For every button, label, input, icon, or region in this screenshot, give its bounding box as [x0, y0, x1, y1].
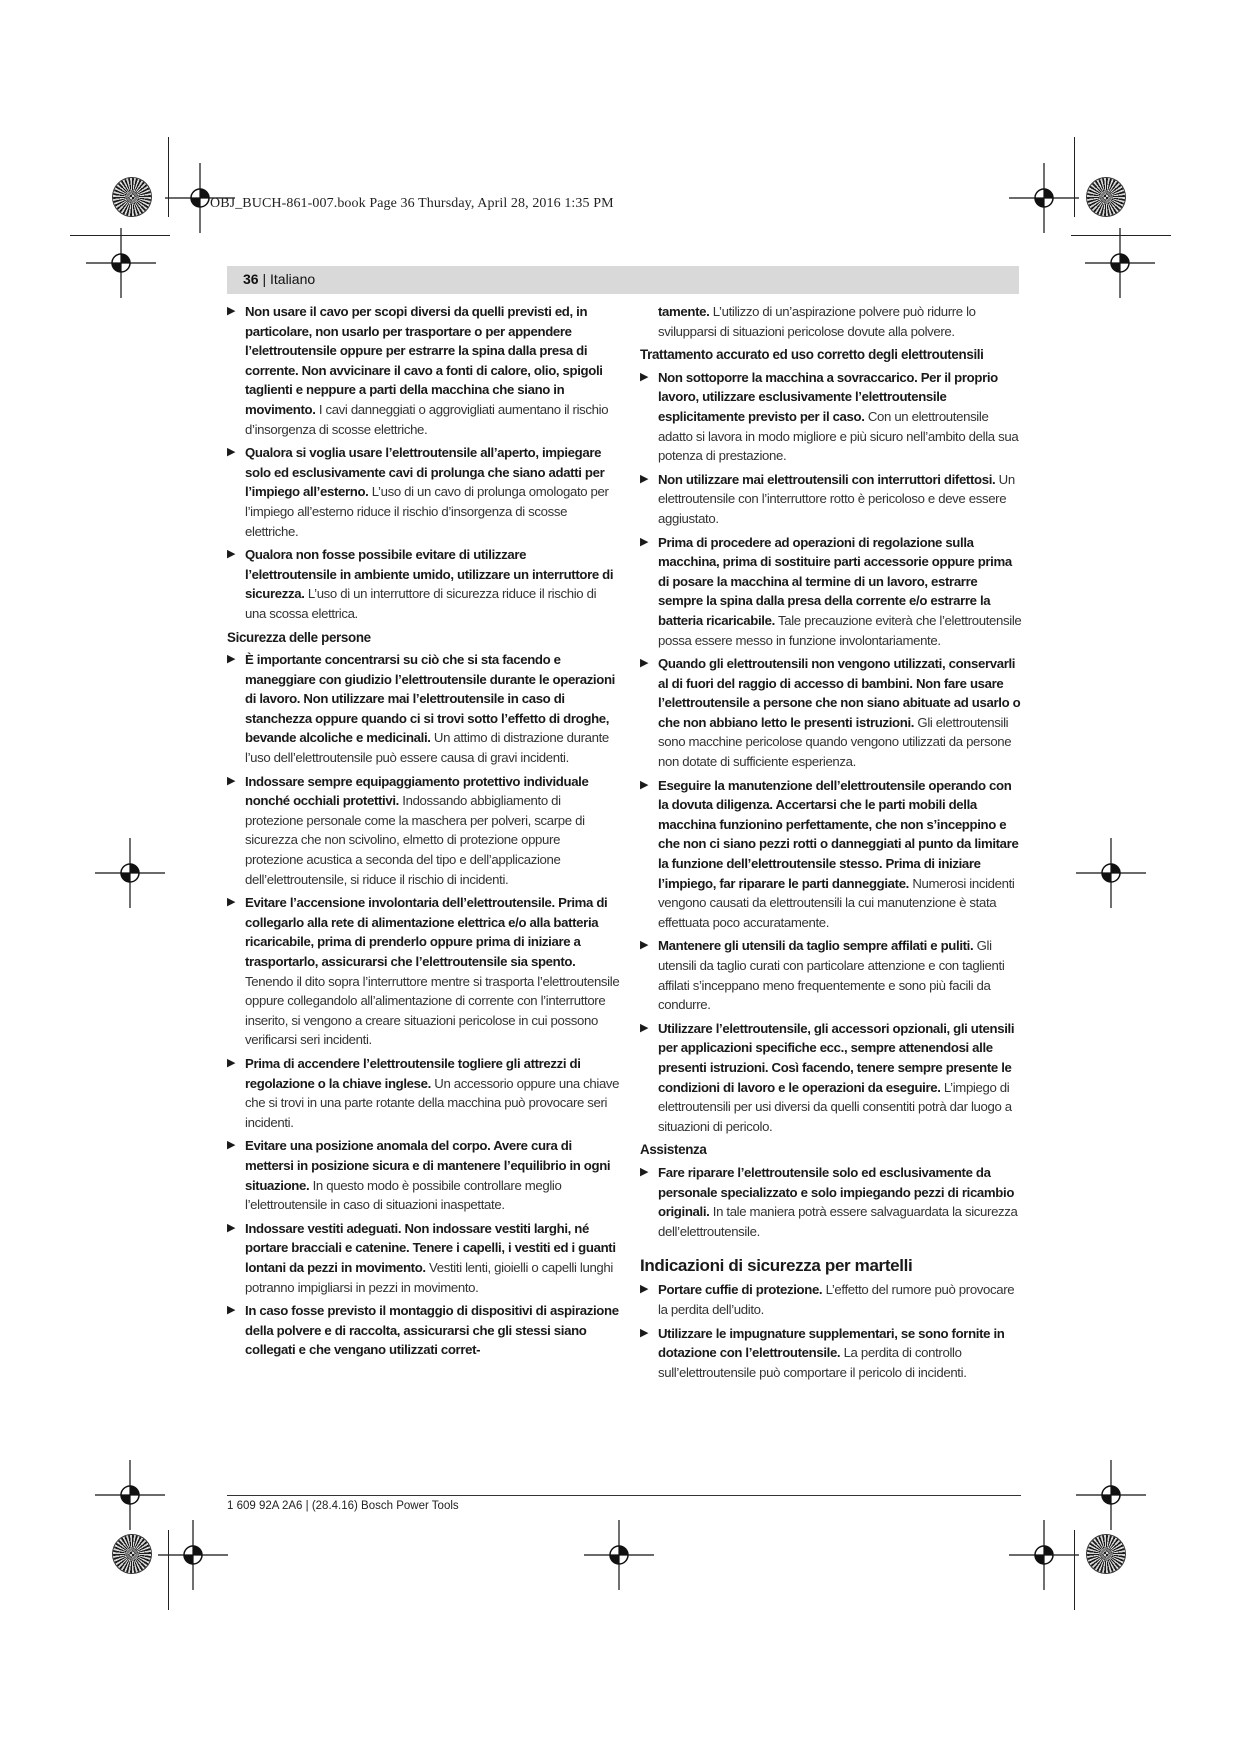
bullet-arrow-icon: ▶: [227, 1056, 236, 1069]
list-item-bold: Non utilizzare mai elettroutensili con interruttori difettosi.: [658, 471, 996, 487]
crop-line: [1074, 137, 1075, 217]
continued-paragraph: [640, 302, 1025, 341]
list-item-bold: Indossare sempre equipaggiamento protettivo individuale nonché occhiali protettivi.: [245, 773, 589, 809]
bullet-arrow-icon: ▶: [227, 774, 236, 787]
list-item-bold: Prima di procedere ad operazioni di regolazione sulla macchina, prima di sostituire parti accessorie oppure prima di posare la macchina al termine di un lavoro, estrarre sempre la spina dalla presa della corrente e/o estrarre la batteria ricaricabile.: [658, 534, 1012, 628]
list-item-text: Un accessorio oppure una chiave che si trovi in una parte rotante della macchina può provocare seri incidenti.: [245, 1075, 620, 1130]
crop-line: [70, 235, 170, 236]
list-item: [640, 776, 1025, 933]
list-item-text: Un elettroutensile con l’interruttore rotto è pericoloso e deve essere aggiustato.: [658, 471, 1015, 526]
registration-target-left-middle-icon: [95, 838, 165, 908]
book-info-line: OBJ_BUCH-861-007.book Page 36 Thursday, April 28, 2016 1:35 PM: [210, 196, 614, 211]
list-item-text: L’impiego di elettroutensili per usi diversi da quelli consentiti potrà dar luogo a situazioni di pericolo.: [658, 1079, 1012, 1134]
bullet-arrow-icon: ▶: [227, 896, 236, 909]
header-text: [243, 271, 315, 287]
list-item-text: Numerosi incidenti vengono causati da elettroutensili la cui manutenzione è stata effettuata poco accuratamente.: [658, 875, 1015, 930]
section-title: Indicazioni di sicurezza per martelli: [640, 1256, 913, 1276]
registration-target-right-lower-icon: [1076, 1460, 1146, 1530]
list-item-bold: Quando gli elettroutensili non vengono utilizzati, conservarli al di fuori del raggio di accesso di bambini. Non fare usare l’elettroutensile a persone che non siano abituate ad usarlo o che non abbiano letto le presenti istruzioni.: [658, 656, 1021, 730]
list-item-text: L’uso di un interruttore di sicurezza riduce il rischio di una scossa elettrica.: [245, 586, 597, 621]
list-item-text: Un attimo di distrazione durante l’uso dell’elettroutensile può essere causa di gravi incidenti.: [245, 730, 609, 766]
list-item: [227, 443, 620, 541]
bullet-arrow-icon: ▶: [640, 472, 649, 485]
color-rosette-bottom-left: [113, 1535, 151, 1573]
list-item-text: Gli elettroutensili sono macchine pericolose quando vengono utilizzati da persone non dotate di sufficiente esperienza.: [658, 714, 1012, 770]
list-item-text: I cavi danneggiati o aggrovigliati aumentano il rischio d’insorgenza di scosse elettriche.: [245, 401, 609, 437]
list-item-bold: Fare riparare l’elettroutensile solo ed esclusivamente da personale specializzato e solo impiegando pezzi di ricambio originali.: [658, 1164, 1015, 1220]
list-item: [227, 1219, 620, 1297]
safety-list: [640, 1280, 1025, 1382]
registration-target-right-upper-icon: [1085, 228, 1155, 298]
bullet-arrow-icon: ▶: [640, 535, 649, 548]
list-item-text: In tale maniera potrà essere salvaguardata la sicurezza dell’elettroutensile.: [658, 1204, 1018, 1239]
bullet-arrow-icon: ▶: [640, 778, 649, 791]
left-column: [227, 302, 620, 1364]
bullet-arrow-icon: ▶: [227, 1139, 236, 1152]
crop-line: [168, 1530, 169, 1610]
list-item-text: Con un elettroutensile adatto si lavora in modo migliore e più sicuro nell’ambito della sua potenza di prestazione.: [658, 408, 1019, 464]
bullet-arrow-icon: ▶: [640, 1021, 649, 1034]
registration-target-left-upper-icon: [86, 228, 156, 298]
list-item-text: In questo modo è possibile controllare meglio l’elettroutensile in caso di situazioni inaspettate.: [245, 1177, 562, 1213]
section-subheading: Assistenza: [640, 1142, 707, 1158]
list-item-bold: Portare cuffie di protezione.: [658, 1282, 823, 1298]
page-header: [227, 266, 1019, 294]
header-language: Italiano: [270, 271, 316, 287]
list-item-text: L’uso di un cavo di prolunga omologato per l’impiego all’esterno riduce il rischio d’insorgenza di scosse elettriche.: [245, 484, 609, 539]
list-item-bold: Eseguire la manutenzione dell’elettroutensile operando con la dovuta diligenza. Accertarsi che le parti mobili della macchina funzionino perfettamente, che non s’inceppino e che non ci siano pezzi rotti o danneggiati al punto da limitare la funzione dell’elettroutensile stesso. Prima di iniziare l’impiego, far riparare le parti danneggiate.: [658, 777, 1019, 891]
bullet-arrow-icon: ▶: [640, 1165, 649, 1178]
list-item-text: Tenendo il dito sopra l’interruttore mentre si trasporta l’elettroutensile oppure collegandolo all’alimentazione di corrente con l’interruttore inserito, si vengono a creare situazioni pericolose in cui possono verificarsi seri incidenti.: [245, 973, 620, 1048]
bullet-arrow-icon: ▶: [227, 305, 236, 317]
list-item: [227, 772, 620, 890]
list-item-bold: Prima di accendere l’elettroutensile togliere gli attrezzi di regolazione o la chiave inglese.: [245, 1055, 581, 1091]
list-item: [640, 1019, 1025, 1137]
list-item-bold: In caso fosse previsto il montaggio di dispositivi di aspirazione della polvere e di raccolta, assicurarsi che gli stessi siano collegati e che vengano utilizzati corret-: [245, 1303, 619, 1358]
page-footer: 1 609 92A 2A6 | (28.4.16) Bosch Power Tools: [227, 1500, 459, 1512]
continued-bold: tamente.: [658, 304, 710, 319]
section-subheading: Trattamento accurato ed uso corretto degli elettroutensili: [640, 347, 984, 363]
list-item-text: Tale precauzione eviterà che l’elettroutensile possa essere messo in funzione involontariamente.: [658, 612, 1022, 648]
bullet-arrow-icon: ▶: [640, 939, 649, 952]
list-item-bold: Qualora si voglia usare l’elettroutensile all’aperto, impiegare solo ed esclusivamente cavi di prolunga che siano adatti per l’impiego all’esterno.: [245, 445, 605, 500]
registration-target-right-middle-icon: [1076, 838, 1146, 908]
crop-line: [1074, 1530, 1075, 1610]
list-item: [640, 936, 1025, 1014]
list-item: [227, 1301, 620, 1360]
list-item-bold: Utilizzare l’elettroutensile, gli accessori opzionali, gli utensili per applicazioni specifiche ecc., sempre attenendosi alle presenti istruzioni. Così facendo, tenere sempre presente le condizioni di lavoro e le operazioni da eseguire.: [658, 1020, 1015, 1095]
footer-rule: [227, 1495, 1021, 1496]
safety-list: [640, 1163, 1025, 1241]
list-item: [640, 1324, 1025, 1383]
safety-list: [227, 302, 620, 624]
list-item-text: L’effetto del rumore può provocare la perdita dell’udito.: [658, 1282, 1015, 1317]
list-item-bold: Non usare il cavo per scopi diversi da quelli previsti ed, in particolare, non usarlo per trasportare o per appendere l’elettroutensile oppure per estrarre la spina dalla presa di corrente. Non avvicinare il cavo a fonti di calore, olio, spigoli taglienti e neppure a parti della macchina che siano in movimento.: [245, 304, 603, 417]
bullet-arrow-icon: ▶: [640, 1326, 649, 1339]
list-item: [227, 650, 620, 768]
list-item-bold: Non sottoporre la macchina a sovraccarico. Per il proprio lavoro, utilizzare esclusivamente l’elettroutensile esplicitamente previsto per il caso.: [658, 369, 998, 424]
list-item: [227, 1136, 620, 1214]
safety-list: [227, 650, 620, 1360]
list-item: [640, 533, 1025, 651]
registration-target-top-right-icon: [1009, 163, 1079, 233]
bullet-arrow-icon: ▶: [227, 548, 236, 561]
list-item-bold: Mantenere gli utensili da taglio sempre affilati e puliti.: [658, 938, 974, 954]
bullet-arrow-icon: ▶: [640, 1283, 649, 1296]
section-subheading: Sicurezza delle persone: [227, 629, 371, 645]
crop-line: [1071, 235, 1171, 236]
registration-target-left-lower-icon: [95, 1460, 165, 1530]
list-item-text: Indossando abbigliamento di protezione personale come la maschera per polveri, scarpe di sicurezza che non scivolino, elmetto di protezione oppure protezione acustica a seconda del tipo e dell’applicazione dell’elettroutensile, si riduce il rischio di incidenti.: [245, 793, 585, 887]
list-item: [640, 368, 1025, 466]
color-rosette-top-left: [113, 178, 151, 216]
page-number: 36: [243, 271, 259, 287]
list-item: [640, 470, 1025, 529]
list-item: [227, 545, 620, 623]
list-item-bold: È importante concentrarsi su ciò che si sta facendo e maneggiare con giudizio l’elettroutensile durante le operazioni di lavoro. Non utilizzare mai l’elettroutensile in caso di stanchezza oppure quando ci si trovi sotto l’effetto di droghe, bevande alcoliche e medicinali.: [245, 652, 615, 746]
crop-line: [168, 137, 169, 217]
bullet-arrow-icon: ▶: [227, 446, 236, 459]
safety-list: [640, 368, 1025, 1137]
list-item-bold: Qualora non fosse possibile evitare di utilizzare l’elettroutensile in ambiente umido, utilizzare un interruttore di sicurezza.: [245, 547, 614, 602]
right-column: [640, 302, 1025, 1386]
list-item: [640, 654, 1025, 772]
color-rosette-bottom-right: [1087, 1535, 1125, 1573]
list-item-bold: Evitare una posizione anomala del corpo. Avere cura di mettersi in posizione sicura e di mantenere l’equilibrio in ogni situazione.: [245, 1138, 611, 1193]
header-separator: |: [258, 271, 270, 287]
bullet-arrow-icon: ▶: [227, 1304, 236, 1317]
list-item-text: Gli utensili da taglio curati con particolare attenzione e con taglienti affilati s’inceppano meno frequentemente e sono più facili da condurre.: [658, 938, 1005, 1013]
bullet-arrow-icon: ▶: [227, 653, 236, 666]
registration-target-bottom-right-icon: [1009, 1520, 1079, 1590]
bullet-arrow-icon: ▶: [640, 370, 649, 383]
continued-text: L’utilizzo di un’aspirazione polvere può ridurre lo svilupparsi di situazioni pericolose dovute alla polvere.: [658, 304, 976, 339]
list-item-text: La perdita di controllo sull’elettroutensile può comportare il pericolo di incidenti.: [658, 1345, 967, 1380]
list-item: [227, 302, 620, 439]
list-item: [640, 1280, 1025, 1319]
list-item: [227, 893, 620, 1050]
color-rosette-top-right: [1087, 178, 1125, 216]
list-item-bold: Indossare vestiti adeguati. Non indossare vestiti larghi, né portare bracciali e catenine. Tenere i capelli, i vestiti ed i guanti lontani da pezzi in movimento.: [245, 1220, 616, 1275]
bullet-arrow-icon: ▶: [227, 1221, 236, 1234]
list-item: [640, 1163, 1025, 1241]
list-item-bold: Utilizzare le impugnature supplementari, se sono fornite in dotazione con l’elettroutensile.: [658, 1325, 1005, 1361]
list-item-text: Vestiti lenti, gioielli o capelli lunghi potranno impigliarsi in pezzi in movimento.: [245, 1259, 613, 1295]
list-item-bold: Evitare l’accensione involontaria dell’elettroutensile. Prima di collegarlo alla rete di alimentazione elettrica e/o alla batteria ricaricabile, prima di prenderlo oppure prima di iniziare a trasportarlo, assicurarsi che l’elettroutensile sia spento.: [245, 895, 608, 969]
bullet-arrow-icon: ▶: [640, 657, 649, 670]
list-item: [227, 1054, 620, 1132]
registration-target-bottom-center-icon: [584, 1520, 654, 1590]
